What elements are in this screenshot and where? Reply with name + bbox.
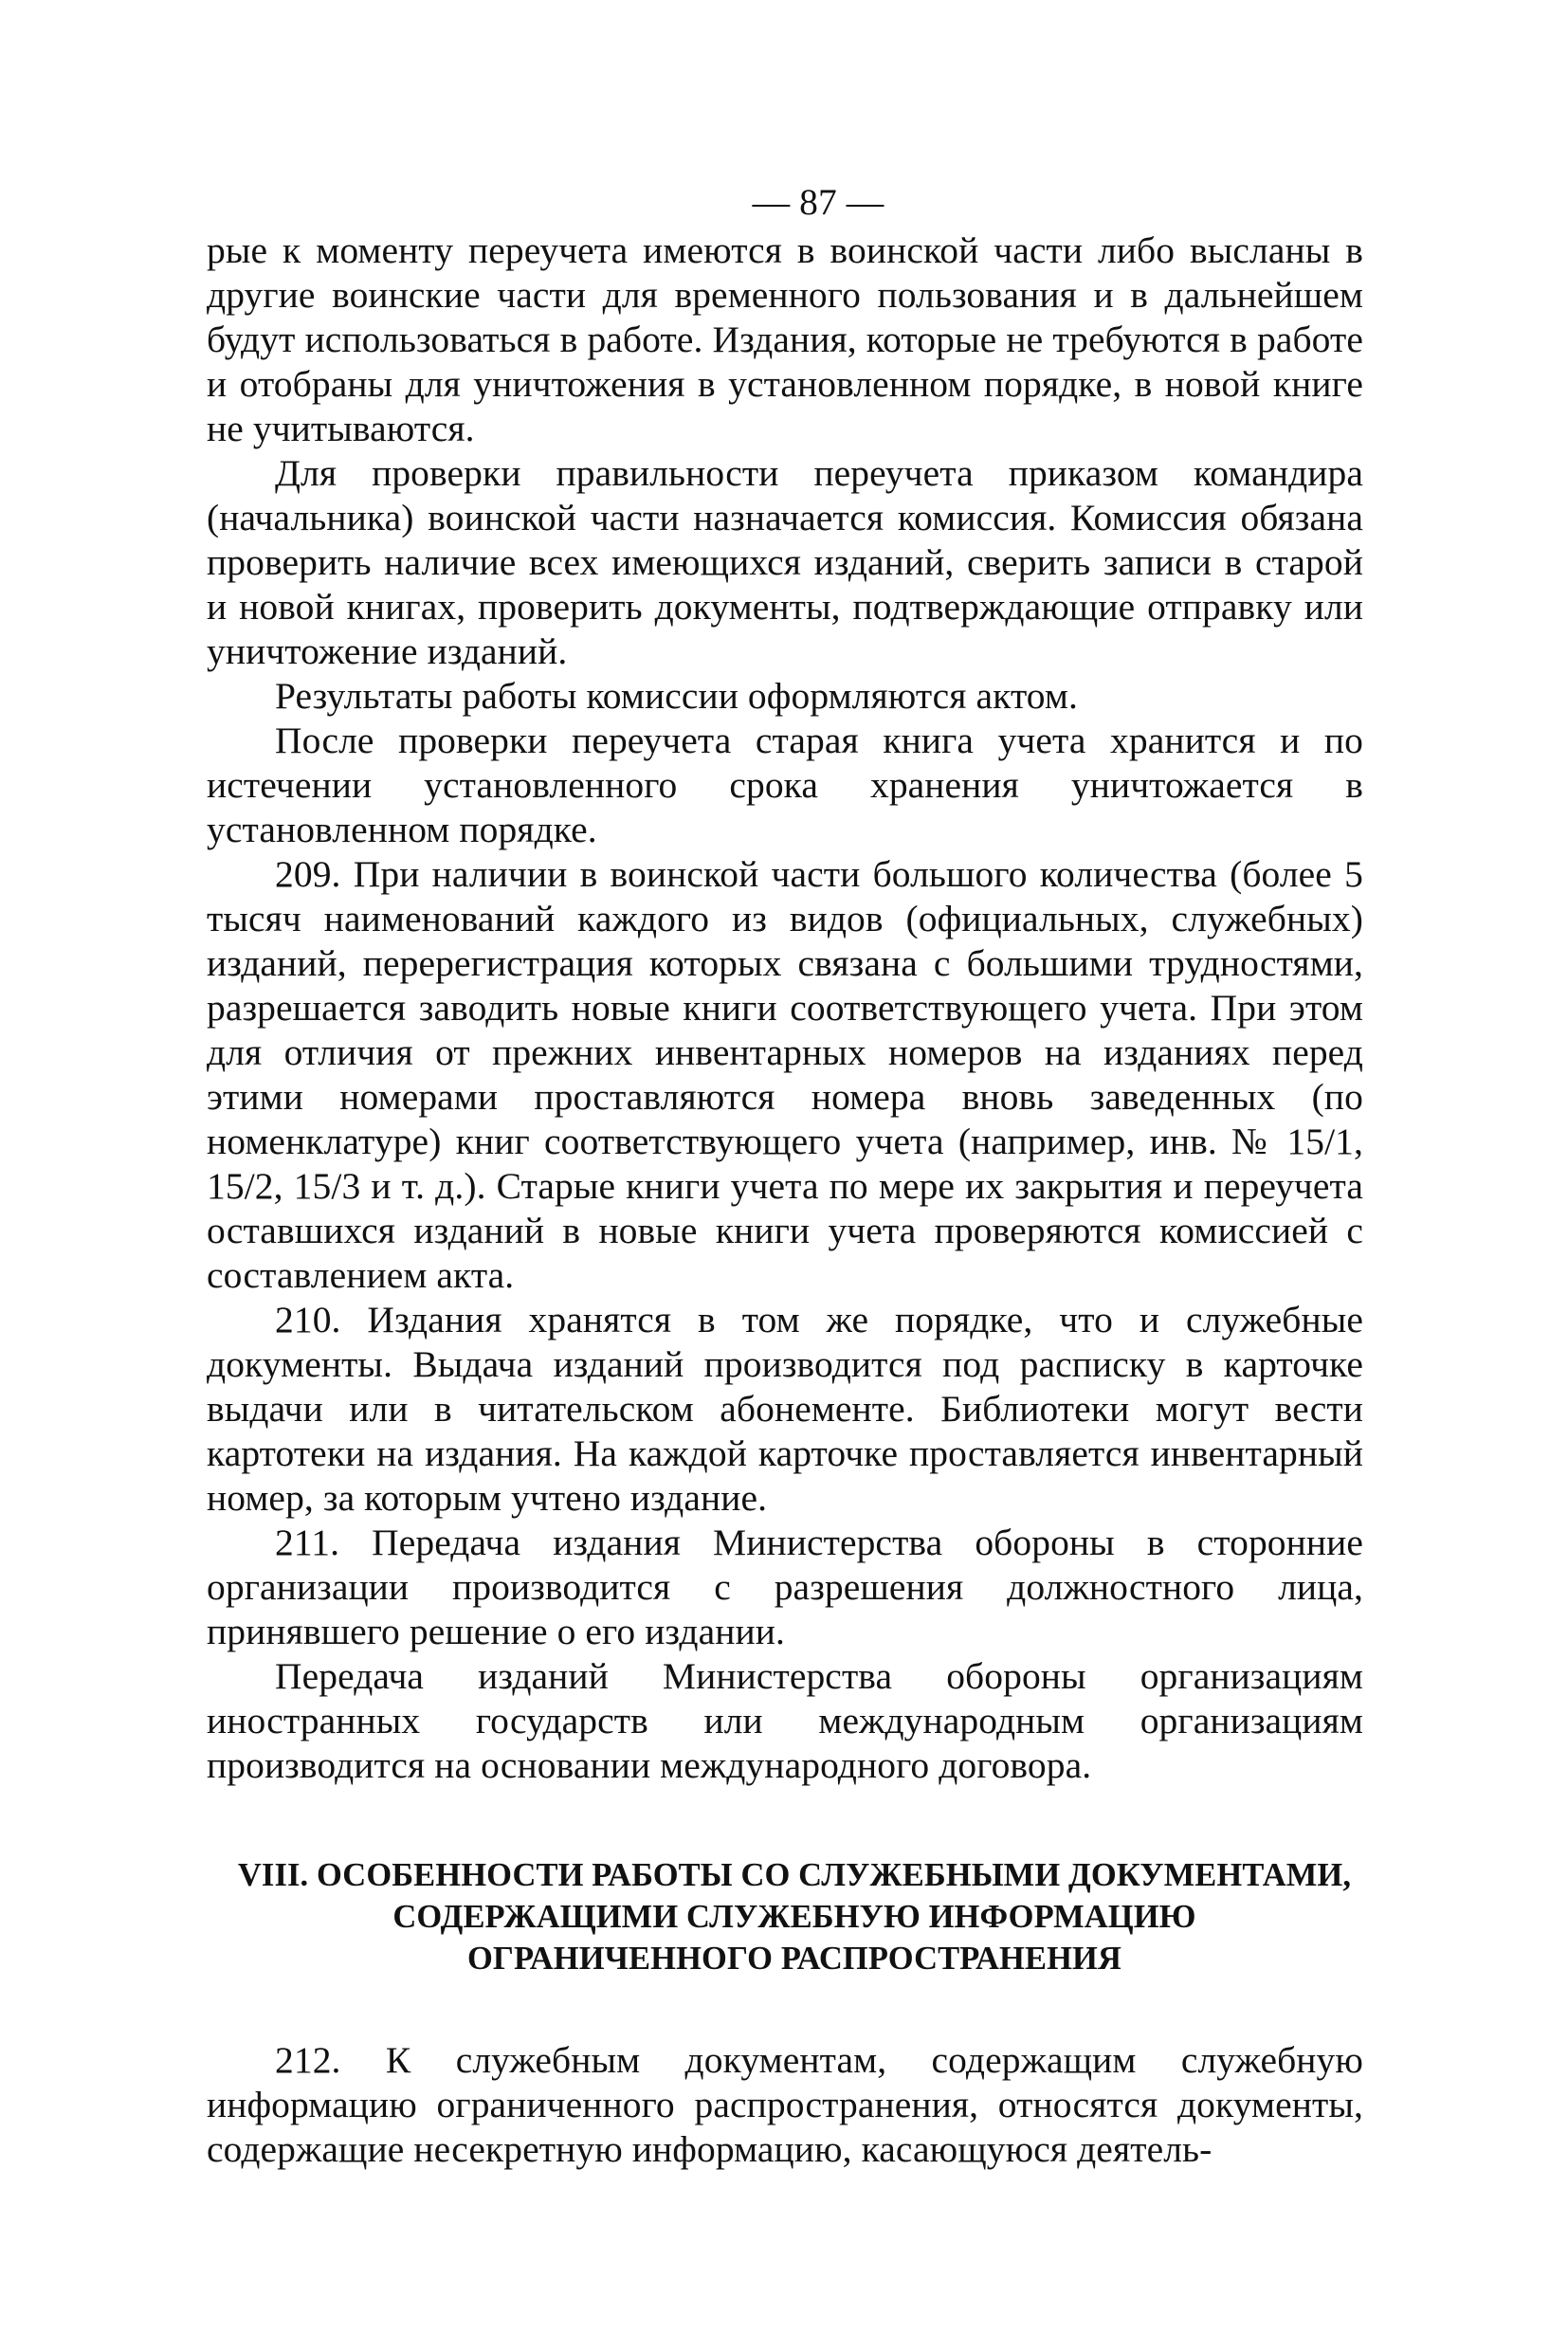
paragraph-results: Результаты работы комиссии оформляются актом. [275, 675, 1078, 717]
paragraph-commission: Для проверки правильности переучета приказом командира (начальника) воинской части назначается комиссия. Комиссия обязана проверить наличие всех имеющихся изданий, сверить записи в старой и новой книгах, проверить документы, подтверждающие отправку или уничтожение изданий. [207, 452, 1363, 672]
paragraph-209: 209. При наличии в воинской части большого количества (более 5 тысяч наименований каждого из видов (официальных, служебных) изданий, перерегистрация которых связана с большими трудностями, разрешается заводить новые книги соответствующего учета. При этом для отличия от прежних инвентарных номеров на изданиях перед этими номерами проставляются номера вновь заведенных (по номенклатуре) книг соответствующего учета (например, инв. № 15/1, 15/2, 15/3 и т. д.). Старые книги учета по мере их закрытия и переучета оставшихся изданий в новые книги учета проверяются комиссией с составлением акта. [207, 853, 1363, 1296]
section-heading-line-1: VIII. ОСОБЕННОСТИ РАБОТЫ СО СЛУЖЕБНЫМИ ДОКУМЕНТАМИ, [237, 1857, 1352, 1893]
paragraph-continued: рые к моменту переучета имеются в воинской части либо высланы в другие воинские части для временного пользования и в дальнейшем будут использоваться в работе. Издания, которые не требуются в работе и отобраны для уничтожения в установленном порядке, в новой книге не учитываются. [207, 229, 1363, 449]
paragraph-211: 211. Передача издания Министерства обороны в сторонние организации производится с разрешения должностного лица, принявшего решение о его издании. [207, 1522, 1363, 1652]
section-heading [207, 1854, 1363, 1979]
section-heading-line-2: СОДЕРЖАЩИМИ СЛУЖЕБНУЮ ИНФОРМАЦИЮ [392, 1899, 1196, 1935]
paragraph-210: 210. Издания хранятся в том же порядке, что и служебные документы. Выдача изданий производится под расписку в карточке выдачи или в читательском абонементе. Библиотеки могут вести картотеки на издания. На каждой карточке проставляется инвентарный номер, за которым учтено издание. [207, 1299, 1363, 1519]
section-heading-line-3: ОГРАНИЧЕННОГО РАСПРОСТРАНЕНИЯ [467, 1941, 1121, 1977]
paragraph-foreign-transfer: Передача изданий Министерства обороны организациям иностранных государств или международным организациям производится на основании международного договора. [207, 1655, 1363, 1786]
paragraph-212: 212. К служебным документам, содержащим служебную информацию ограниченного распространения, относятся документы, содержащие несекретную информацию, касающуюся деятель- [207, 2039, 1363, 2170]
paragraph-old-book: После проверки переучета старая книга учета хранится и по истечении установленного срока хранения уничтожается в установленном порядке. [207, 720, 1363, 850]
document-page [207, 180, 1363, 2172]
page-number: — 87 — [752, 181, 884, 223]
